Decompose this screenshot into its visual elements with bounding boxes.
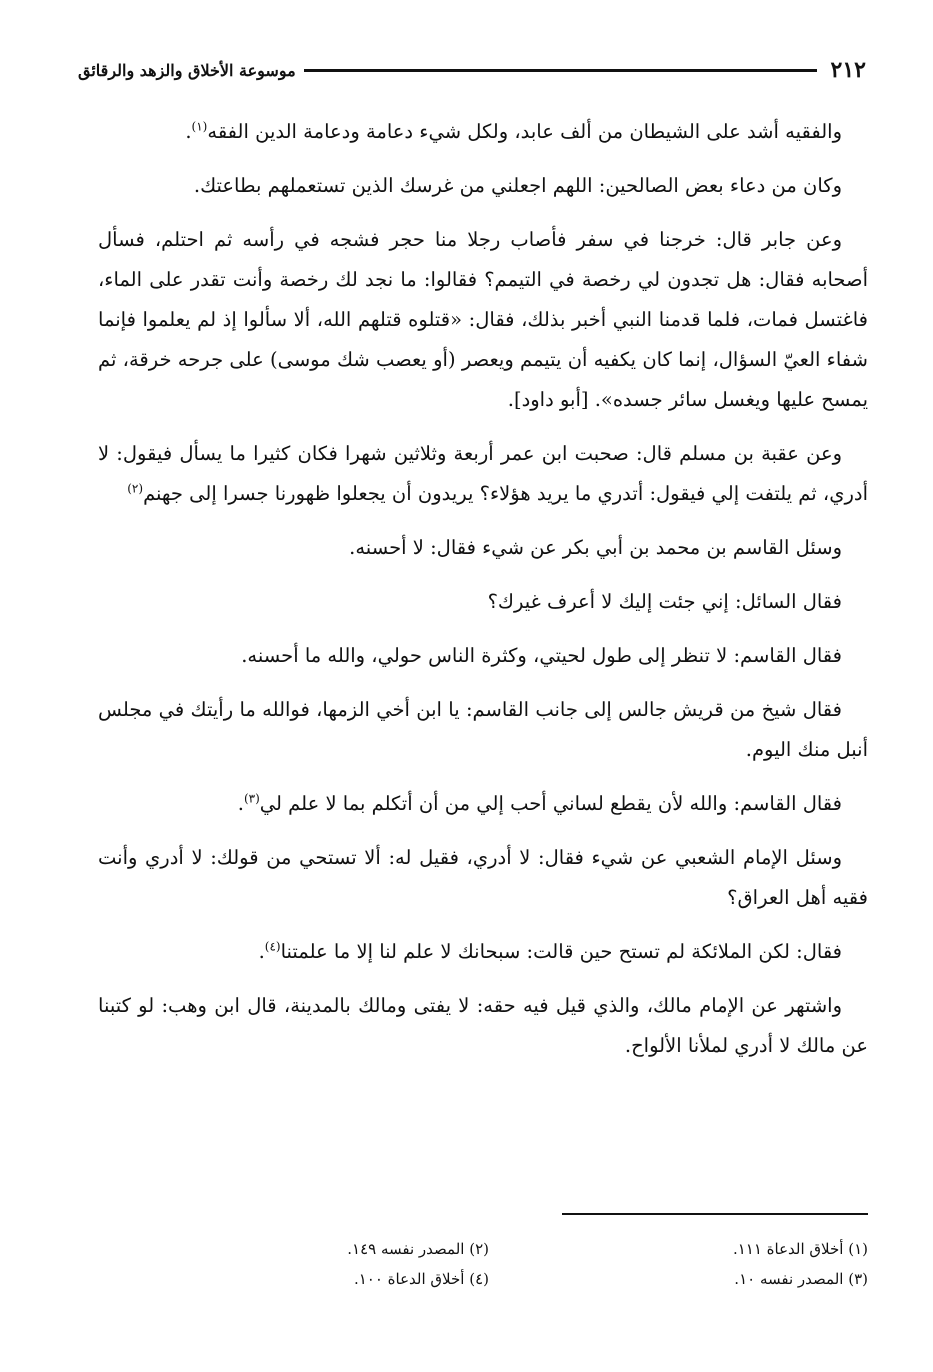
- footnote-4: (٤) أخلاق الدعاة ١٠٠.: [353, 1270, 489, 1288]
- paragraph: [98, 166, 868, 206]
- footnote-marker: (٢): [127, 481, 144, 496]
- paragraph-end-punctuation: .: [185, 120, 192, 143]
- paragraph-end-punctuation: .: [237, 792, 244, 815]
- paragraph: [98, 838, 868, 918]
- paragraph-text: واشتهر عن الإمام مالك، والذي قيل فيه حقه: لا يفتى ومالك بالمدينة، قال ابن وهب: لو كتبنا عن مالك لا أدري لملأنا الألواح.: [98, 994, 868, 1057]
- paragraph-end-punctuation: .: [258, 940, 265, 963]
- footnote-1: (١) أخلاق الدعاة ١١١.: [732, 1240, 868, 1258]
- paragraph: [98, 932, 868, 972]
- paragraph: [98, 582, 868, 622]
- page-number: ٢١٢: [830, 57, 866, 83]
- footnote-marker: (٤): [264, 939, 281, 954]
- paragraph: [98, 434, 868, 514]
- footnote-2: (٢) المصدر نفسه ١٤٩.: [347, 1240, 489, 1258]
- paragraph-text: فقال شيخ من قريش جالس إلى جانب القاسم: يا ابن أخي الزمها، فوالله ما رأيتك في مجلس أنبل منك اليوم.: [98, 698, 868, 761]
- footnote-marker: (٣): [243, 791, 260, 806]
- footnote-3: (٣) المصدر نفسه ١٠.: [734, 1270, 868, 1288]
- paragraph: [98, 986, 868, 1066]
- footnotes: [150, 1234, 868, 1294]
- paragraph-text: وكان من دعاء بعض الصالحين: اللهم اجعلني من غرسك الذين تستعملهم بطاعتك.: [193, 174, 842, 197]
- body-text: [98, 112, 868, 1080]
- footnote-separator: [562, 1213, 868, 1215]
- paragraph: [98, 220, 868, 420]
- header-rule: [304, 69, 817, 72]
- paragraph: [98, 690, 868, 770]
- paragraph-text: وعن عقبة بن مسلم قال: صحبت ابن عمر أربعة وثلاثين شهرا فكان كثيرا ما يسأل فيقول: لا أدري، ثم يلتفت إلي فيقول: أتدري ما يريد هؤلاء؟ يريدون أن يجعلوا ظهورنا جسرا إلى جهنم: [98, 442, 868, 505]
- paragraph: [98, 636, 868, 676]
- paragraph-text: وسئل القاسم بن محمد بن أبي بكر عن شيء فقال: لا أحسنه.: [349, 536, 842, 559]
- paragraph-text: فقال القاسم: لا تنظر إلى طول لحيتي، وكثرة الناس حولي، والله ما أحسنه.: [241, 644, 842, 667]
- paragraph: [98, 784, 868, 824]
- paragraph: [98, 528, 868, 568]
- paragraph-text: وسئل الإمام الشعبي عن شيء فقال: لا أدري، فقيل له: ألا تستحي من قولك: لا أدري وأنت فقيه أهل العراق؟: [98, 846, 868, 909]
- footnote-marker: (١): [191, 119, 208, 134]
- paragraph-text: فقال السائل: إني جئت إليك لا أعرف غيرك؟: [487, 590, 842, 613]
- paragraph-text: وعن جابر قال: خرجنا في سفر فأصاب رجلا منا حجر فشجه في رأسه ثم احتلم، فسأل أصحابه فقال: هل تجدون لي رخصة في التيمم؟ فقالوا: ما نجد لك رخصة وأنت تقدر على الماء، فاغتسل فمات، فلما قدمنا النبي أخبر بذلك، فقال: «قتلوه قتلهم الله، ألا سألوا إذ لم يعلموا فإنما شفاء العيّ السؤال، إنما كان يكفيه أن يتيمم ويعصر (أو يعصب شك موسى) على جرحه خرقة، ثم يمسح عليها ويغسل سائر جسده». [أبو داود].: [98, 228, 868, 411]
- page-header: [78, 52, 866, 88]
- book-title: موسوعة الأخلاق والزهد والرقائق: [78, 60, 296, 80]
- paragraph: [98, 112, 868, 152]
- paragraph-text: فقال القاسم: والله لأن يقطع لساني أحب إلي من أن أتكلم بما لا علم لي: [259, 792, 842, 815]
- paragraph-text: والفقيه أشد على الشيطان من ألف عابد، ولكل شيء دعامة ودعامة الدين الفقه: [207, 120, 842, 143]
- paragraph-text: فقال: لكن الملائكة لم تستح حين قالت: سبحانك لا علم لنا إلا ما علمتنا: [280, 940, 842, 963]
